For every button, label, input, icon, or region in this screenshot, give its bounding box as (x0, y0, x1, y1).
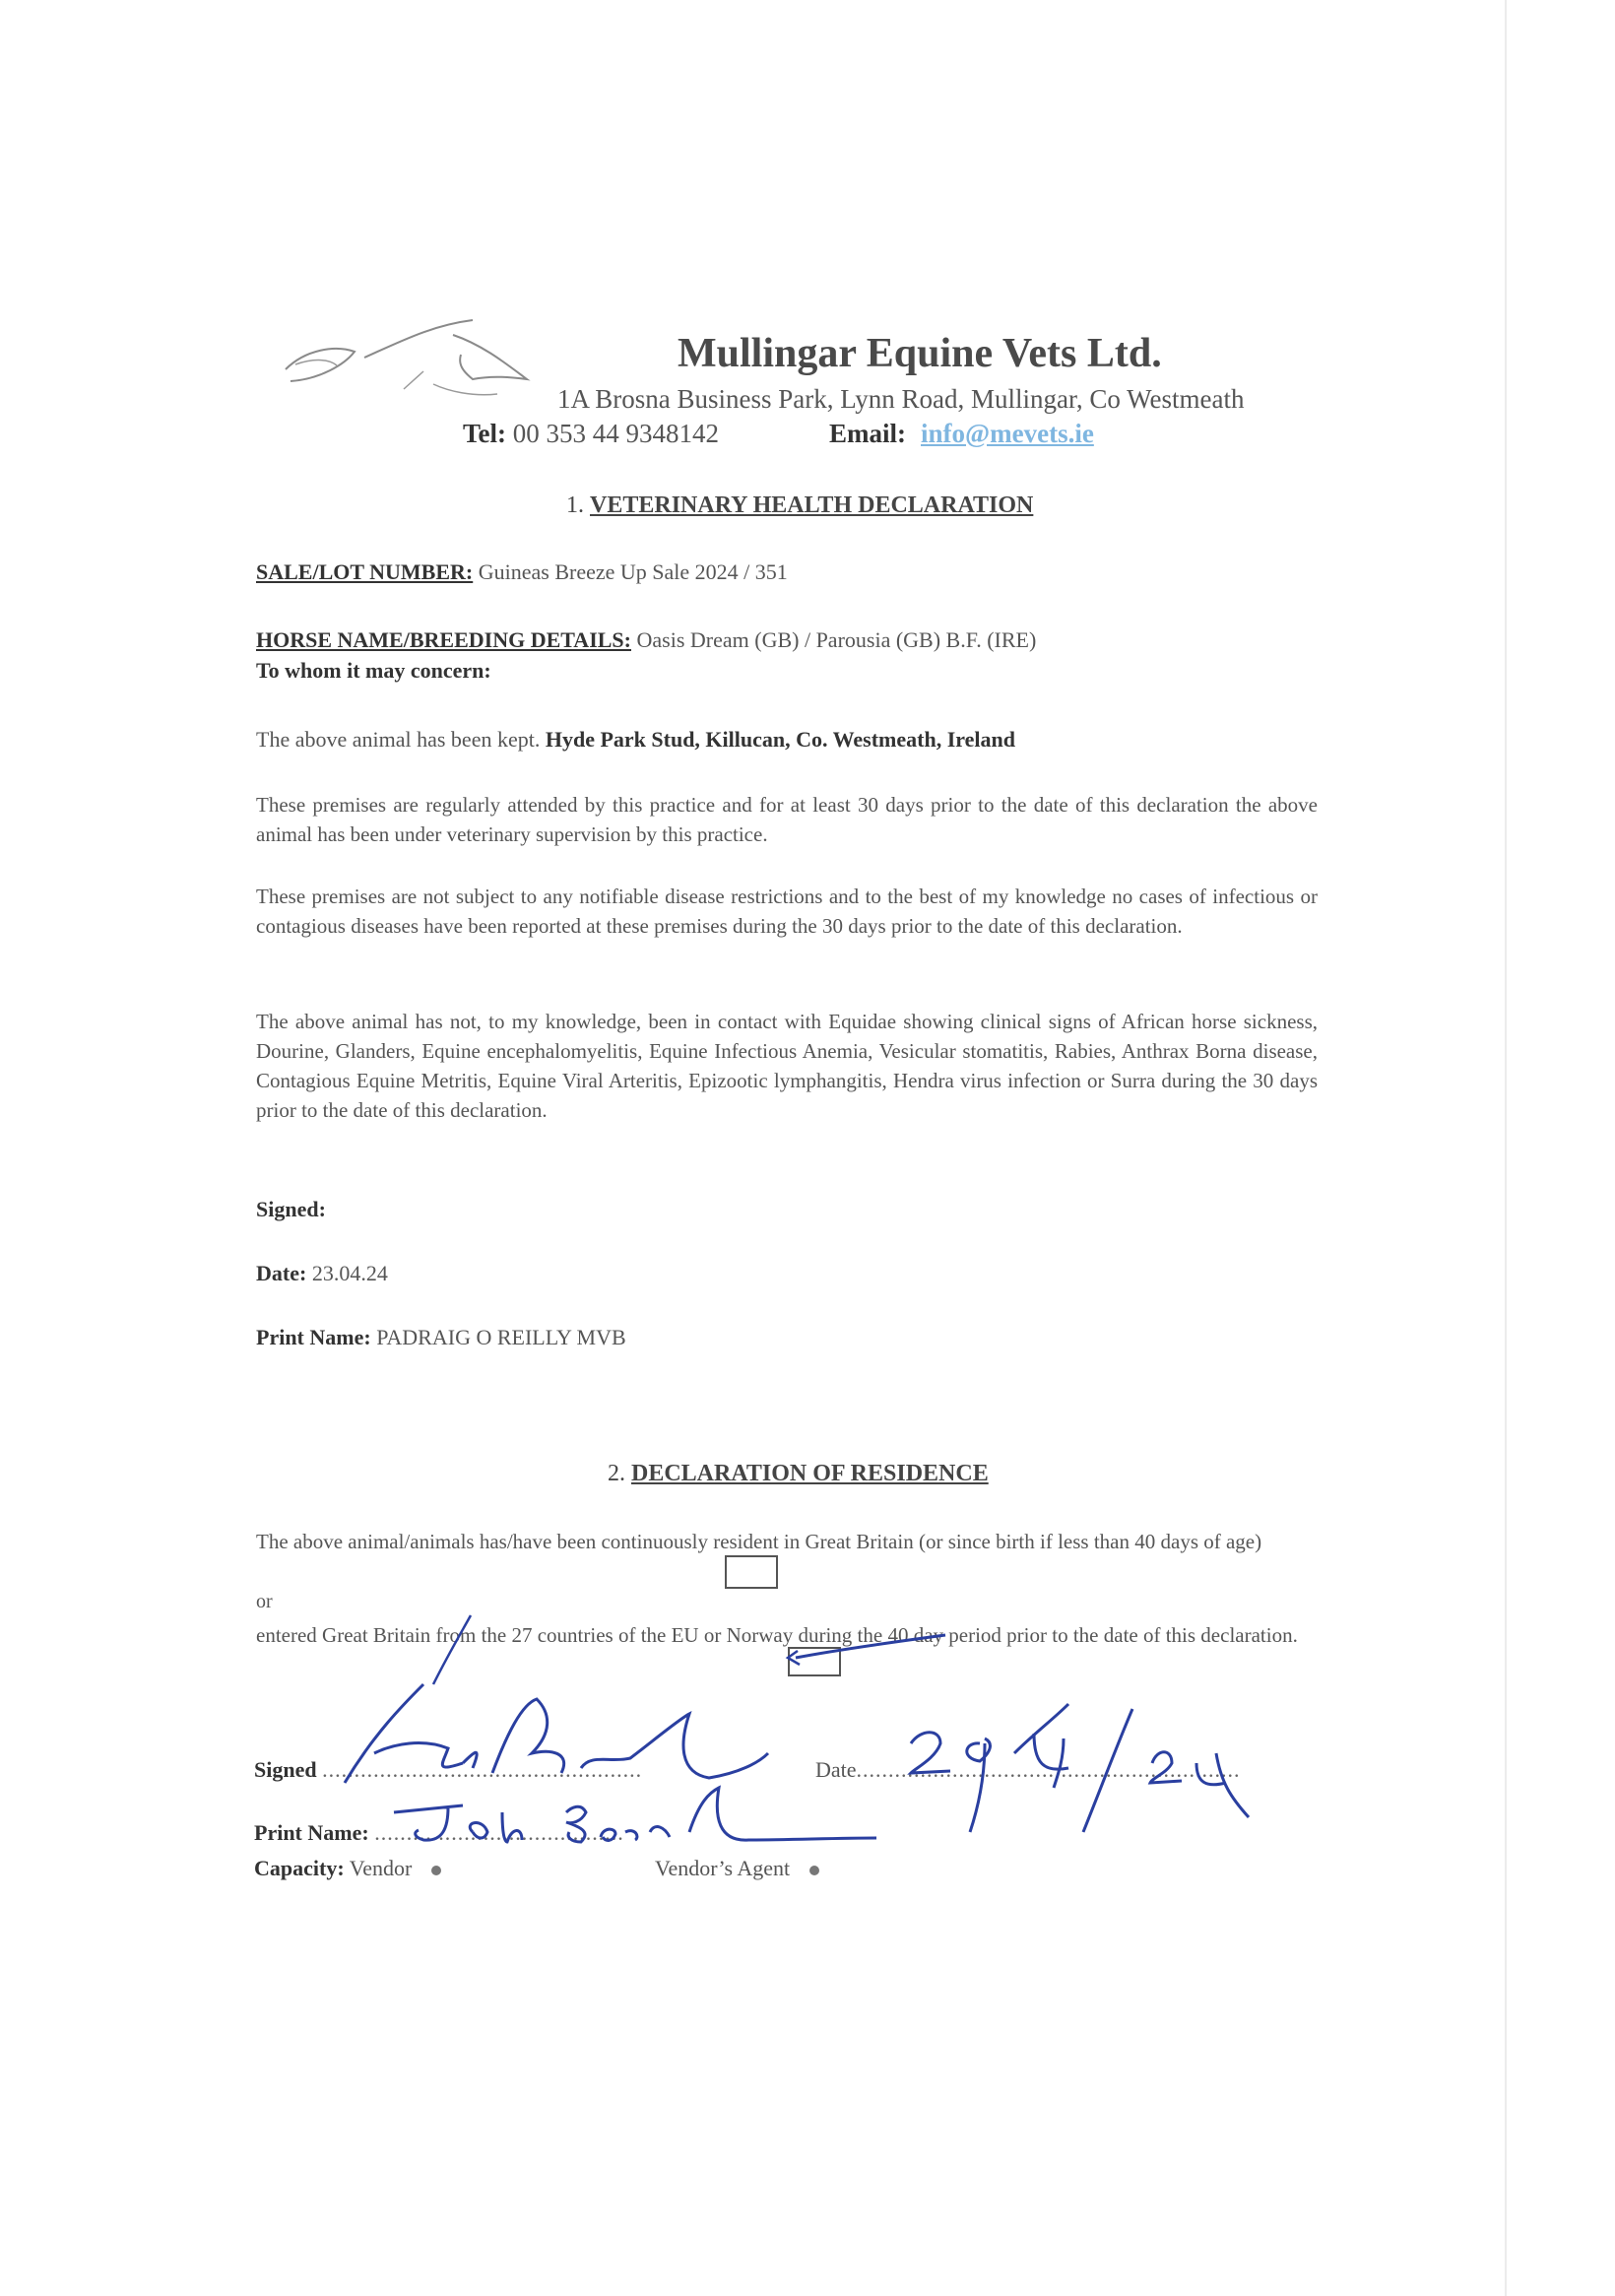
owner-print-name-line (254, 1820, 624, 1846)
notifiable-paragraph: These premises are not subject to any notifiable disease restrictions and to the best of my knowledge no cases of infectious or contagious diseases have been reported at these premises during the 30 days prior to the date of this declaration. (256, 885, 1318, 938)
kept-location: Hyde Park Stud, Killucan, Co. Westmeath, Ireland (545, 727, 1015, 752)
resident-paragraph: The above animal/animals has/have been continuously resident in Great Britain (or since birth if less than 40 days of age) (256, 1530, 1262, 1553)
vet-date-value: 23.04.24 (311, 1261, 388, 1285)
vet-signed-label: Signed: (256, 1197, 326, 1221)
tel-label: Tel: (463, 419, 507, 448)
kept-line (256, 727, 1015, 753)
vendor-bullet-icon (431, 1866, 441, 1875)
capacity-line (254, 1856, 441, 1881)
company-name: Mullingar Equine Vets Ltd. (678, 331, 1162, 376)
print-name-dotted-line: ....................................... (374, 1820, 624, 1845)
entered-checkbox[interactable] (788, 1647, 841, 1676)
vet-date-line (256, 1261, 388, 1286)
agent-bullet-icon (809, 1866, 819, 1875)
contact-diseases-paragraph: The above animal has not, to my knowledge, been in contact with Equidae showing clinical signs of African horse sickness, Dourine, Glanders, Equine encephalomyelitis, Equine Infectious Anemia, Vesicular stomatitis, Rabies, Anthrax Borna disease, Contagious Equine Metritis, Equine Viral Arteritis, Epizootic lymphangitis, Hendra virus infection or Surra during the 30 days prior to the date of this declaration. (256, 1010, 1318, 1122)
date-dotted-line: ............................................................ (856, 1757, 1241, 1782)
section2-heading (608, 1461, 989, 1487)
section2-number: 2. (608, 1461, 625, 1486)
kept-prefix: The above animal has been kept. (256, 727, 541, 752)
capacity-label: Capacity: (254, 1856, 345, 1880)
supervision-paragraph: These premises are regularly attended by this practice and for at least 30 days prior to the date of this declaration the above animal has been under veterinary supervision by this practice. (256, 793, 1318, 846)
owner-print-name-label: Print Name: (254, 1820, 369, 1845)
section2-title: DECLARATION OF RESIDENCE (631, 1461, 989, 1486)
section1-number: 1. (566, 492, 584, 518)
capacity-option-vendor[interactable]: Vendor (349, 1856, 413, 1880)
tel-value: 00 353 44 9348142 (512, 419, 720, 448)
sale-lot-label: SALE/LOT NUMBER: (256, 559, 474, 584)
telephone-line (463, 419, 719, 449)
entered-paragraph: entered Great Britain from the 27 countries of the EU or Norway during the 40 day period prior to the date of this declaration. (256, 1623, 1298, 1647)
owner-signed-line (254, 1757, 642, 1783)
vet-print-name-label: Print Name: (256, 1325, 371, 1349)
capacity-agent-option[interactable] (655, 1856, 819, 1881)
page-edge-line (1505, 0, 1507, 2296)
horse-details-value: Oasis Dream (GB) / Parousia (GB) B.F. (IRE) (636, 627, 1037, 652)
horse-details-label: HORSE NAME/BREEDING DETAILS: (256, 627, 631, 652)
company-address: 1A Brosna Business Park, Lynn Road, Mullingar, Co Westmeath (557, 384, 1245, 414)
vet-print-name-value: PADRAIG O REILLY MVB (376, 1325, 626, 1349)
section1-title: VETERINARY HEALTH DECLARATION (590, 492, 1034, 518)
sale-lot-line (256, 559, 788, 585)
horse-head-logo-icon (276, 310, 542, 409)
signed-dotted-line: .................................................. (322, 1757, 643, 1782)
email-link[interactable]: info@mevets.ie (921, 419, 1094, 448)
sale-lot-value: Guineas Breeze Up Sale 2024 / 351 (478, 559, 788, 584)
vet-print-name-line (256, 1325, 626, 1350)
or-separator: or (256, 1591, 273, 1612)
to-whom-line: To whom it may concern: (256, 658, 491, 683)
owner-signed-label: Signed (254, 1757, 317, 1782)
section1-heading (566, 492, 1033, 519)
owner-date-label: Date (815, 1757, 857, 1782)
vet-date-label: Date: (256, 1261, 307, 1285)
horse-details-line (256, 627, 1036, 653)
email-label: Email: (829, 419, 906, 448)
owner-date-line (815, 1757, 1241, 1783)
capacity-option-agent[interactable]: Vendor’s Agent (655, 1856, 791, 1880)
resident-checkbox[interactable] (725, 1555, 778, 1589)
